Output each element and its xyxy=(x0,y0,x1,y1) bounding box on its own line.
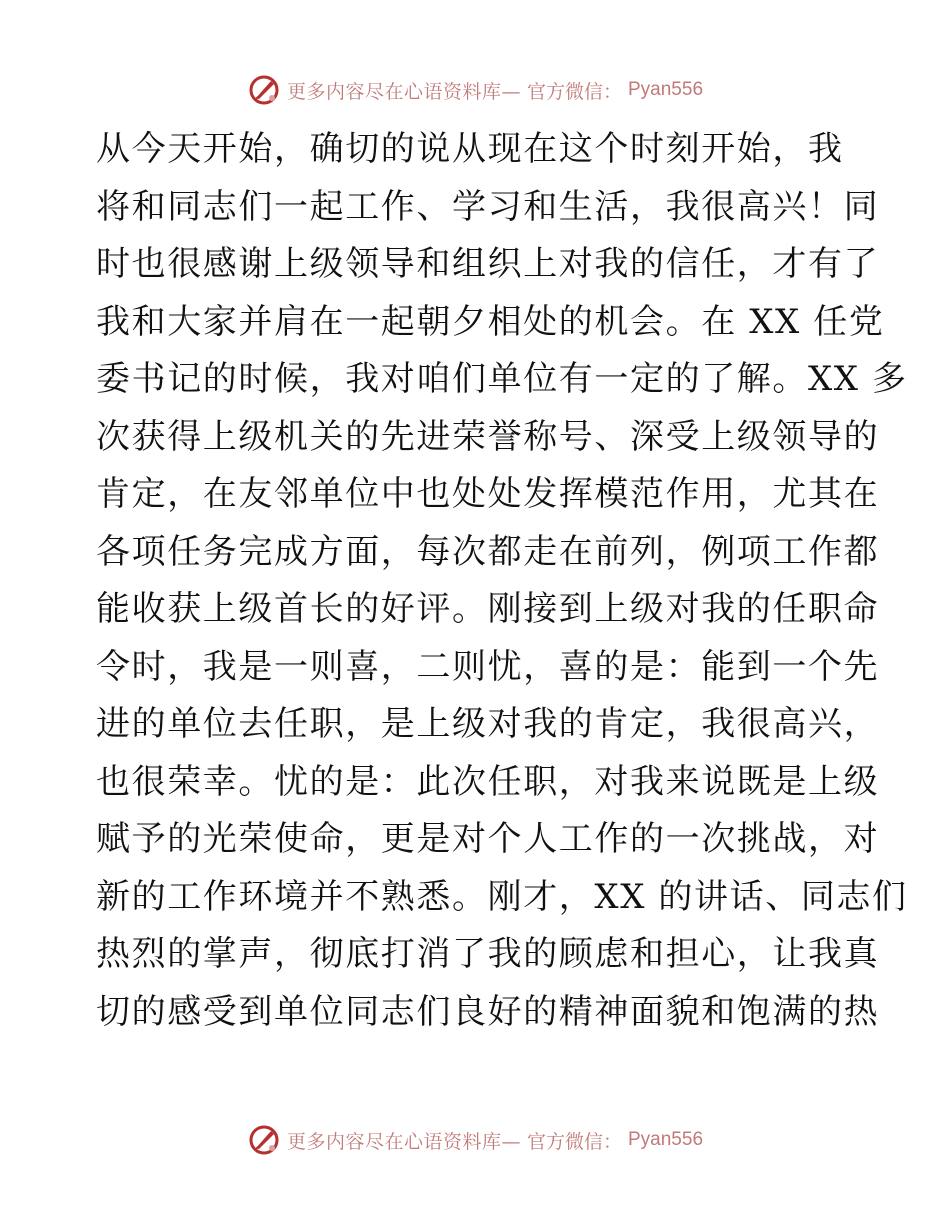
text-line: 能收获上级首长的好评。刚接到上级对我的任职命 xyxy=(96,589,880,629)
text-line: 进的单位去任职，是上级对我的肯定，我很高兴， xyxy=(96,704,880,744)
watermark-wechat-id: Pyan556 xyxy=(628,1129,704,1150)
text-line: 将和同志们一起工作、学习和生活，我很高兴！同 xyxy=(96,186,880,227)
document-body xyxy=(96,121,908,1041)
text-line: 从今天开始，确切的说从现在这个时刻开始，我 xyxy=(96,129,844,169)
watermark-wechat-id: Pyan556 xyxy=(628,79,704,100)
text-line: 委书记的时候，我对咱们单位有一定的了解。XX 多 xyxy=(96,359,908,399)
text-line: 我和大家并肩在一起朝夕相处的机会。在 XX 任党 xyxy=(96,301,885,342)
watermark-site-text: 更多内容尽在心语资料库— xyxy=(286,1130,521,1153)
text-line: 也很荣幸。忧的是：此次任职，对我来说既是上级 xyxy=(96,761,880,802)
text-line: 新的工作环境并不熟悉。刚才，XX 的讲话、同志们 xyxy=(96,876,908,917)
text-line: 赋予的光荣使命，更是对个人工作的一次挑战，对 xyxy=(96,819,880,859)
text-line: 令时，我是一则喜，二则忧，喜的是：能到一个先 xyxy=(96,646,880,687)
text-line: 切的感受到单位同志们良好的精神面貌和饱满的热 xyxy=(96,991,880,1032)
watermark-wechat-label: 官方微信： xyxy=(526,1130,622,1153)
header-watermark xyxy=(0,70,950,110)
quill-logo-icon xyxy=(247,1123,281,1157)
watermark-wechat-label: 官方微信： xyxy=(526,80,622,103)
text-line: 肯定，在友邻单位中也处处发挥模范作用，尤其在 xyxy=(96,474,880,514)
quill-logo-icon xyxy=(247,73,281,107)
text-line: 各项任务完成方面，每次都走在前列，例项工作都 xyxy=(96,531,880,572)
text-line: 热烈的掌声，彻底打消了我的顾虑和担心，让我真 xyxy=(96,934,880,974)
text-line: 次获得上级机关的先进荣誉称号、深受上级领导的 xyxy=(96,416,880,457)
footer-watermark xyxy=(0,1120,950,1160)
watermark-site-text: 更多内容尽在心语资料库— xyxy=(286,80,521,103)
text-line: 时也很感谢上级领导和组织上对我的信任，才有了 xyxy=(96,244,880,284)
